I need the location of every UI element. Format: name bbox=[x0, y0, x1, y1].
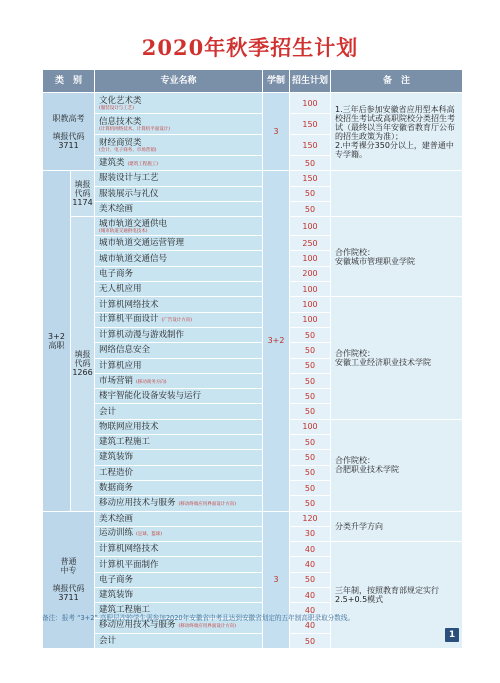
major-name: 建筑工程施工 bbox=[99, 437, 151, 448]
notes-cell bbox=[331, 419, 463, 511]
major-name-cell bbox=[95, 217, 263, 236]
major-name-cell bbox=[95, 633, 263, 648]
table-row bbox=[43, 542, 463, 557]
major-name-cell bbox=[95, 135, 263, 156]
major-name-cell bbox=[95, 588, 263, 603]
plan-cell: 50 bbox=[290, 186, 331, 201]
major-direction: (会计、电子商务、市场营销) bbox=[99, 147, 157, 153]
notes-cell bbox=[331, 171, 463, 217]
page-number: 1 bbox=[445, 628, 459, 642]
major-name: 文化艺术类 bbox=[99, 95, 142, 106]
major-name-cell bbox=[95, 557, 263, 572]
plan-cell: 30 bbox=[290, 526, 331, 541]
major-name-cell bbox=[95, 236, 263, 251]
category-cell: 填报 代码 1174 bbox=[71, 171, 95, 217]
major-name-cell bbox=[95, 419, 263, 434]
major-direction: (广告设计方向) bbox=[161, 318, 193, 324]
note-line: 安徽工业经济职业技术学院 bbox=[335, 358, 432, 368]
major-name-cell bbox=[95, 465, 263, 480]
major-name: 建筑工程施工 bbox=[99, 605, 151, 616]
major-name: 美术绘画 bbox=[99, 513, 134, 524]
major-name: 服装展示与礼仪 bbox=[99, 188, 159, 199]
plan-cell: 100 bbox=[290, 419, 331, 434]
major-name: 计算机网络技术 bbox=[99, 299, 159, 310]
plan-cell: 50 bbox=[290, 435, 331, 450]
header-duration: 学制 bbox=[263, 70, 290, 93]
major-name-cell bbox=[95, 526, 263, 541]
note-line: 2.5+0.5模式 bbox=[335, 595, 384, 605]
enrollment-plan-table bbox=[42, 69, 463, 649]
plan-cell: 40 bbox=[290, 557, 331, 572]
table-row bbox=[43, 511, 463, 526]
plan-cell: 200 bbox=[290, 266, 331, 281]
category-cell: 3+2 高职 bbox=[43, 171, 71, 511]
major-name-cell bbox=[95, 511, 263, 526]
category-cell: 职教高考 填报代码 3711 bbox=[43, 93, 95, 171]
major-direction: (移动商务方向) bbox=[136, 379, 167, 385]
table-row bbox=[43, 419, 463, 434]
major-name-cell bbox=[95, 450, 263, 465]
major-name: 数据商务 bbox=[99, 483, 134, 494]
footnote: 备注：报考 “3+2” 高职层次的学生需参加2020年安徽省中考且达到安徽省划定的五年制高职录取分数线。 bbox=[42, 614, 355, 622]
plan-cell: 50 bbox=[290, 404, 331, 419]
table-header-row bbox=[43, 70, 463, 93]
major-name: 建筑装饰 bbox=[99, 590, 134, 601]
major-name: 计算机平面制作 bbox=[99, 559, 159, 570]
major-name-cell bbox=[95, 93, 263, 114]
major-name: 城市轨道交通运营管理 bbox=[99, 238, 185, 249]
major-direction: (城市轨道交通供电技术) bbox=[99, 228, 148, 234]
major-name: 无人机应用 bbox=[99, 284, 142, 295]
major-name-cell bbox=[95, 201, 263, 216]
plan-cell: 150 bbox=[290, 135, 331, 156]
major-direction: (足球、篮球) bbox=[136, 532, 163, 538]
table-row bbox=[43, 171, 463, 186]
plan-cell: 150 bbox=[290, 171, 331, 186]
plan-cell: 50 bbox=[290, 450, 331, 465]
duration-cell: 3 bbox=[263, 511, 290, 649]
plan-cell: 40 bbox=[290, 618, 331, 633]
major-name-cell bbox=[95, 404, 263, 419]
plan-cell: 50 bbox=[290, 201, 331, 216]
plan-cell: 50 bbox=[290, 465, 331, 480]
major-name-cell bbox=[95, 114, 263, 135]
note-line: 2.中考裸分350分以上，建普通中专学籍。 bbox=[335, 140, 454, 159]
major-name: 城市轨道交通供电 bbox=[99, 218, 168, 229]
major-name-cell bbox=[95, 373, 263, 388]
major-name-cell bbox=[95, 480, 263, 495]
major-name: 移动应用技术与服务 bbox=[99, 620, 176, 631]
plan-cell: 50 bbox=[290, 343, 331, 358]
duration-cell: 3+2 bbox=[263, 171, 290, 511]
major-name-cell bbox=[95, 496, 263, 511]
duration-cell: 3 bbox=[263, 93, 290, 171]
major-name-cell bbox=[95, 327, 263, 342]
page-title: 2020年秋季招生计划 bbox=[141, 35, 359, 60]
plan-cell: 100 bbox=[290, 282, 331, 297]
major-name: 网络信息安全 bbox=[99, 345, 151, 356]
major-direction: (服装设计与工艺) bbox=[99, 105, 135, 111]
plan-cell: 100 bbox=[290, 251, 331, 266]
plan-cell: 50 bbox=[290, 389, 331, 404]
plan-cell: 150 bbox=[290, 114, 331, 135]
note-line: 1.三年后参加安徽省应用型本科高校招生考试或高职院校分类招生考试（最终以当年安徽省教育厅公布的招生政策为准）； bbox=[335, 104, 456, 141]
major-name: 物联网应用技术 bbox=[99, 421, 159, 432]
plan-cell: 40 bbox=[290, 542, 331, 557]
major-name-cell bbox=[95, 358, 263, 373]
note-line: 安徽城市管理职业学院 bbox=[335, 256, 416, 266]
major-name: 计算机动漫与游戏制作 bbox=[99, 330, 185, 341]
notes-cell bbox=[331, 217, 463, 297]
major-name-cell bbox=[95, 312, 263, 327]
major-direction: (建筑工程施工) bbox=[127, 161, 159, 167]
table-row bbox=[43, 217, 463, 236]
notes-cell bbox=[331, 511, 463, 542]
major-direction: (计算机网络技术、计算机平面设计) bbox=[99, 126, 171, 132]
major-name-cell bbox=[95, 435, 263, 450]
note-line: 合作院校： bbox=[335, 247, 376, 257]
plan-cell: 250 bbox=[290, 236, 331, 251]
major-name: 服装设计与工艺 bbox=[99, 173, 159, 184]
major-name: 城市轨道交通信号 bbox=[99, 253, 168, 264]
table-row bbox=[43, 297, 463, 312]
plan-cell: 100 bbox=[290, 217, 331, 236]
note-line: 三年制，按照教育部规定实行 bbox=[335, 586, 440, 596]
plan-cell: 50 bbox=[290, 496, 331, 511]
plan-cell: 100 bbox=[290, 93, 331, 114]
major-name: 会计 bbox=[99, 636, 117, 647]
major-name: 信息技术类 bbox=[99, 116, 142, 127]
major-name-cell bbox=[95, 389, 263, 404]
header-notes: 备 注 bbox=[331, 70, 463, 93]
note-line: 合作院校： bbox=[335, 456, 376, 466]
plan-cell: 100 bbox=[290, 297, 331, 312]
major-name: 市场营销 bbox=[99, 375, 134, 386]
major-name-cell bbox=[95, 542, 263, 557]
major-name-cell bbox=[95, 343, 263, 358]
plan-cell: 50 bbox=[290, 327, 331, 342]
header-plan: 招生计划 bbox=[290, 70, 331, 93]
major-direction: (移动终端应用界面设计方向) bbox=[178, 501, 237, 507]
major-name: 电子商务 bbox=[99, 574, 134, 585]
plan-cell: 40 bbox=[290, 603, 331, 618]
major-name: 计算机网络技术 bbox=[99, 544, 159, 555]
plan-cell: 50 bbox=[290, 480, 331, 495]
plan-cell: 40 bbox=[290, 588, 331, 603]
major-name: 计算机平面设计 bbox=[99, 314, 159, 325]
major-name-cell bbox=[95, 282, 263, 297]
major-name-cell bbox=[95, 186, 263, 201]
plan-cell: 120 bbox=[290, 511, 331, 526]
major-direction: (移动终端应用界面设计方向) bbox=[178, 624, 237, 630]
major-name-cell bbox=[95, 171, 263, 186]
major-name: 工程造价 bbox=[99, 467, 134, 478]
category-cell: 普通 中专 填报代码 3711 bbox=[43, 511, 95, 649]
major-name-cell bbox=[95, 297, 263, 312]
major-name: 电子商务 bbox=[99, 268, 134, 279]
table-row bbox=[43, 93, 463, 114]
plan-cell: 50 bbox=[290, 633, 331, 648]
major-name-cell bbox=[95, 251, 263, 266]
plan-cell: 50 bbox=[290, 358, 331, 373]
note-line: 合肥职业技术学院 bbox=[335, 465, 400, 475]
plan-cell: 100 bbox=[290, 312, 331, 327]
plan-cell: 50 bbox=[290, 373, 331, 388]
plan-cell: 50 bbox=[290, 572, 331, 587]
major-name-cell bbox=[95, 266, 263, 281]
notes-cell bbox=[331, 542, 463, 649]
major-name: 建筑类 bbox=[99, 157, 125, 168]
category-cell: 填报 代码 1266 bbox=[71, 217, 95, 511]
major-name: 运动训练 bbox=[99, 528, 134, 539]
major-name: 移动应用技术与服务 bbox=[99, 497, 176, 508]
header-major: 专业名称 bbox=[95, 70, 263, 93]
notes-cell bbox=[331, 93, 463, 171]
major-name: 会计 bbox=[99, 406, 117, 417]
major-name: 计算机应用 bbox=[99, 360, 142, 371]
major-name-cell bbox=[95, 156, 263, 171]
note-line: 分类升学方向 bbox=[335, 521, 384, 531]
note-line: 合作院校： bbox=[335, 349, 376, 359]
major-name: 财经商贸类 bbox=[99, 137, 142, 148]
major-name: 美术绘画 bbox=[99, 204, 134, 215]
major-name-cell bbox=[95, 572, 263, 587]
major-name: 建筑装饰 bbox=[99, 452, 134, 463]
notes-cell bbox=[331, 297, 463, 419]
plan-cell: 50 bbox=[290, 156, 331, 171]
major-name: 楼宇智能化设备安装与运行 bbox=[99, 391, 202, 402]
header-category: 类 别 bbox=[43, 70, 95, 93]
